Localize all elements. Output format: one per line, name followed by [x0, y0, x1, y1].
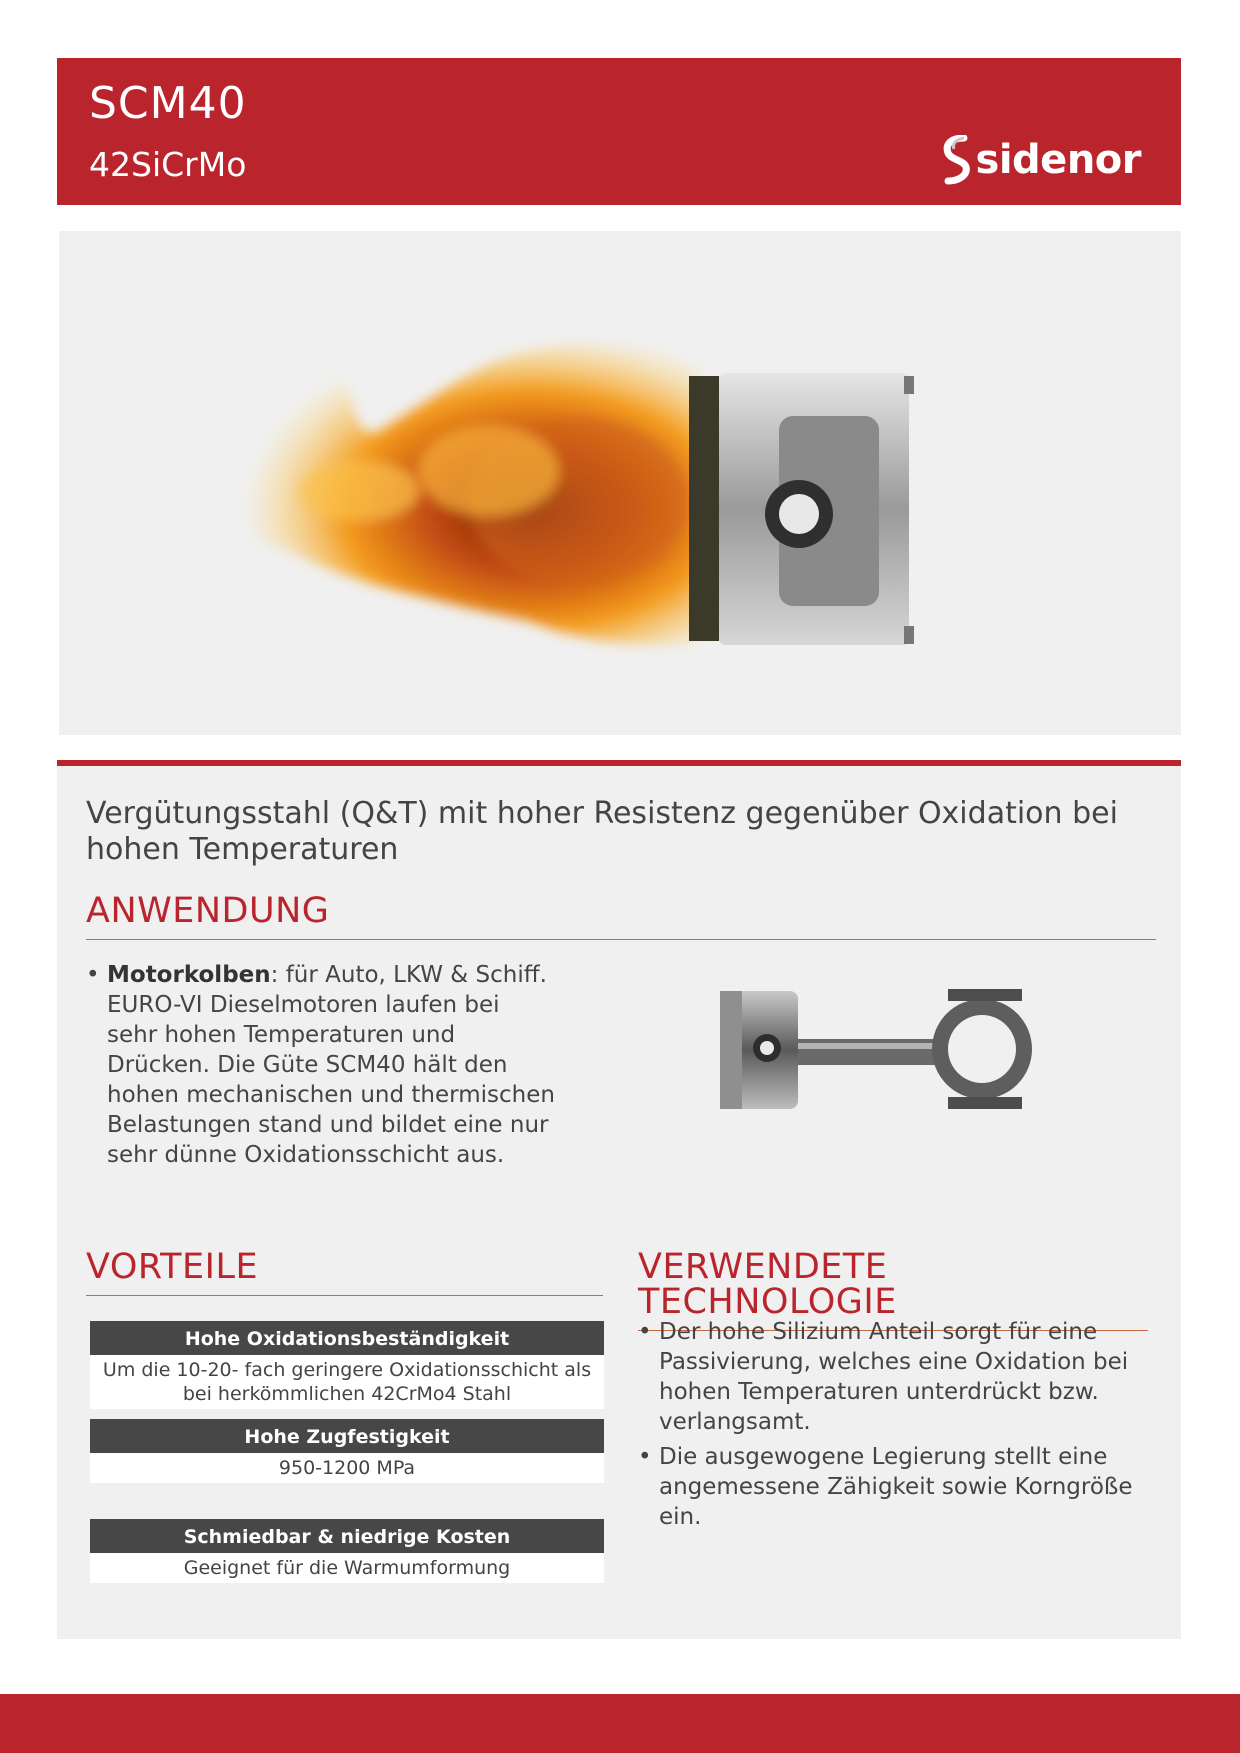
section-title-vorteile: VORTEILE — [86, 1250, 603, 1296]
piston-in-flames-photo — [59, 231, 1181, 735]
hero-image — [59, 231, 1181, 735]
sidenor-s-logo-icon — [942, 135, 972, 185]
piston-connecting-rod-photo — [712, 981, 1062, 1121]
sidenor-logo — [942, 134, 1141, 186]
lead-heading: Vergütungsstahl (Q&T) mit hoher Resistenz gegenüber Oxidation bei hohen Temperaturen — [86, 796, 1118, 867]
technologie-list — [638, 1317, 1158, 1537]
product-subtitle: 42SiCrMo — [89, 145, 247, 184]
list-item — [86, 960, 556, 1170]
advantage-item — [90, 1321, 604, 1409]
section-title-technologie: VERWENDETE TECHNOLOGIE — [638, 1250, 1148, 1331]
section-title-anwendung: ANWENDUNG — [86, 894, 1156, 940]
advantage-item — [90, 1419, 604, 1483]
product-title: SCM40 — [89, 78, 247, 129]
advantage-item — [90, 1519, 604, 1583]
bullet-text: : für Auto, LKW & Schiff. EURO-VI Dieselmotoren laufen bei sehr hohen Temperaturen und Drücken. Die Güte SCM40 hält den hohen mechanischen und thermischen Belastungen stand und bildet eine nur sehr dünne Oxidationsschicht aus. — [107, 962, 555, 1168]
list-item: • Der hohe Silizium Anteil sorgt für eine Passivierung, welches eine Oxidation bei hohen Temperaturen unterdrückt bzw. verlangsamt. — [638, 1317, 1158, 1437]
bullet-bold-label: Motorkolben — [107, 962, 271, 988]
content-panel — [57, 760, 1181, 1639]
advantage-heading: Hohe Oxidationsbeständigkeit — [90, 1321, 604, 1355]
advantage-body: Geeignet für die Warmumformung — [90, 1553, 604, 1583]
anwendung-list — [86, 960, 556, 1175]
advantage-body: Um die 10-20- fach geringere Oxidationsschicht als bei herkömmlichen 42CrMo4 Stahl — [90, 1355, 604, 1409]
advantage-heading: Hohe Zugfestigkeit — [90, 1419, 604, 1453]
logo-text: sidenor — [975, 137, 1141, 183]
list-item: • Die ausgewogene Legierung stellt eine angemessene Zähigkeit sowie Korngröße ein. — [638, 1442, 1158, 1532]
advantage-body: 950-1200 MPa — [90, 1453, 604, 1483]
footer-bar — [0, 1694, 1240, 1753]
advantage-heading: Schmiedbar & niedrige Kosten — [90, 1519, 604, 1553]
header-banner — [57, 58, 1181, 205]
